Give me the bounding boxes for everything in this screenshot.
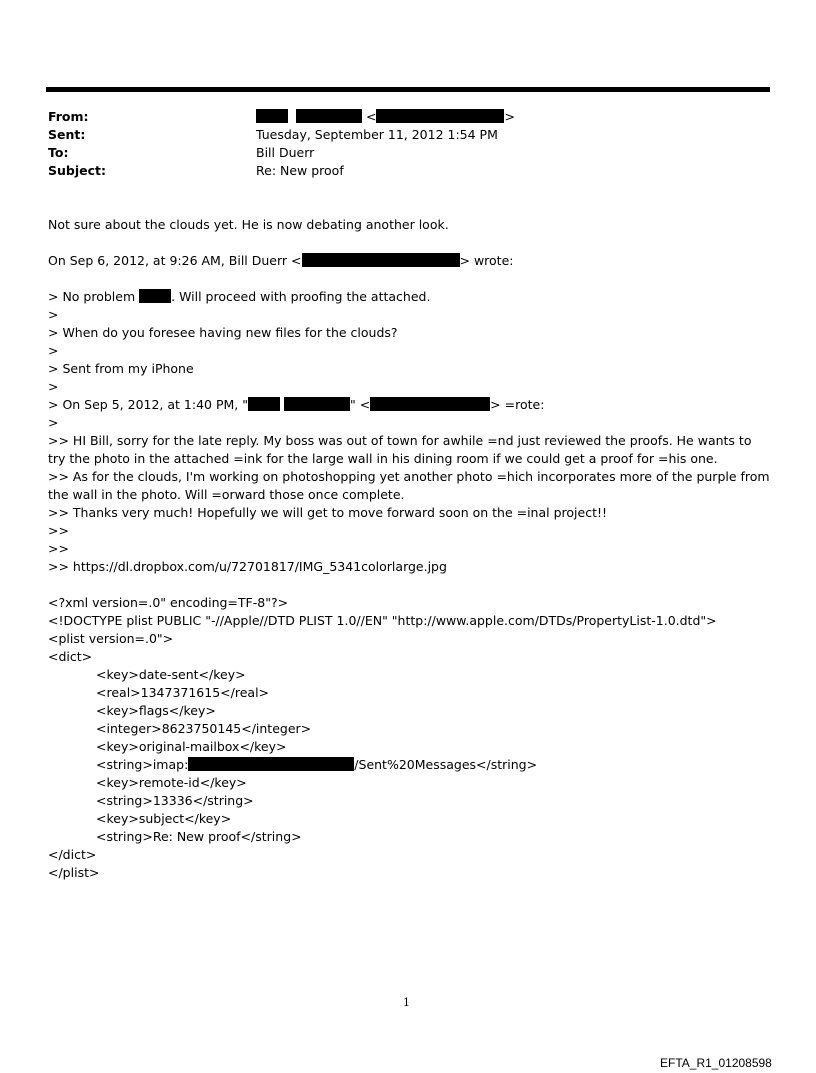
from-value [256,108,515,126]
plist-line: <key>flags</key> [96,703,216,718]
plist-line: <dict> [48,649,93,664]
redaction-box [302,253,460,267]
plist-line: </plist> [48,865,100,880]
plist-text: <string>imap: [96,757,189,772]
redaction-box [370,397,490,411]
redaction-box [376,109,504,123]
quote-line [48,288,770,306]
subject-label: Subject: [48,163,106,178]
to-row [48,144,748,162]
subject-row [48,162,748,180]
quote-line: >> [48,541,69,556]
quote-text: > No problem [48,289,136,304]
plist-line: <integer>8623750145</integer> [96,721,312,736]
plist-line: <real>1347371615</real> [96,685,270,700]
dropbox-link[interactable]: >> https://dl.dropbox.com/u/72701817/IMG_5341colorlarge.jpg [48,559,447,574]
subject-value: Re: New proof [256,163,344,178]
quote-paragraph: >> HI Bill, sorry for the late reply. My boss was out of town for awhile =nd just reviewed the proofs. He wants to try the photo in the attached =ink for the large wall in his dining room if we could get a proof for =his one. [48,433,752,466]
plist-line: <?xml version=.0" encoding=TF-8"?> [48,595,289,610]
redaction-box [256,109,288,123]
from-lt: < [365,109,377,124]
plist-line: <string>Re: New proof</string> [96,829,302,844]
quote-line: > [48,379,59,394]
redaction-box [284,397,350,411]
plist-line: <!DOCTYPE plist PUBLIC "-//Apple//DTD PLIST 1.0//EN" "http://www.apple.com/DTDs/PropertyList-1.0.dtd"> [48,613,717,628]
email-header [48,108,748,180]
quote-line: >> Thanks very much! Hopefully we will get to move forward soon on the =inal project!! [48,505,607,520]
reply-text: Not sure about the clouds yet. He is now debating another look. [48,217,449,232]
to-label: To: [48,145,69,160]
bates-number: EFTA_R1_01208598 [660,1056,772,1070]
from-gt: > [504,109,515,124]
attribution-text: > wrote: [459,253,514,268]
plist-line: <key>date-sent</key> [96,667,246,682]
quote-line: > [48,307,59,322]
header-rule [46,87,770,92]
quote-line: > Sent from my iPhone [48,361,194,376]
plist-line [48,756,816,774]
plist-line: </dict> [48,847,97,862]
plist-line: <plist version=.0"> [48,631,174,646]
from-row [48,108,748,126]
quote-text: > On Sep 5, 2012, at 1:40 PM, " [48,397,248,412]
attribution-sep6 [48,252,770,270]
sent-label: Sent: [48,127,86,142]
plist-text: /Sent%20Messages</string> [354,757,538,772]
sent-value: Tuesday, September 11, 2012 1:54 PM [256,127,498,142]
plist-line: <key>subject</key> [96,811,232,826]
quote-text: . Will proceed with proofing the attached. [171,289,431,304]
quote-line: > [48,415,59,430]
to-value: Bill Duerr [256,145,315,160]
redaction-box [188,757,354,771]
quote-text: " < [349,397,371,412]
plist-line: <string>13336</string> [96,793,254,808]
sent-row [48,126,748,144]
from-label: From: [48,109,89,124]
quote-text: > =rote: [490,397,545,412]
redaction-box [139,289,171,303]
attribution-text: On Sep 6, 2012, at 9:26 AM, Bill Duerr < [48,253,302,268]
quote-line [48,396,770,414]
quote-line: >> [48,523,69,538]
quote-paragraph: >> As for the clouds, I'm working on photoshopping yet another photo =hich incorporates more of the purple from the wall in the photo. Will =orward those once complete. [48,469,770,502]
quote-line: > When do you foresee having new files for the clouds? [48,325,398,340]
plist-line: <key>original-mailbox</key> [96,739,287,754]
page-number: 1 [403,996,410,1009]
quote-line: > [48,343,59,358]
plist-line: <key>remote-id</key> [96,775,247,790]
redaction-box [248,397,280,411]
redaction-box [296,109,362,123]
